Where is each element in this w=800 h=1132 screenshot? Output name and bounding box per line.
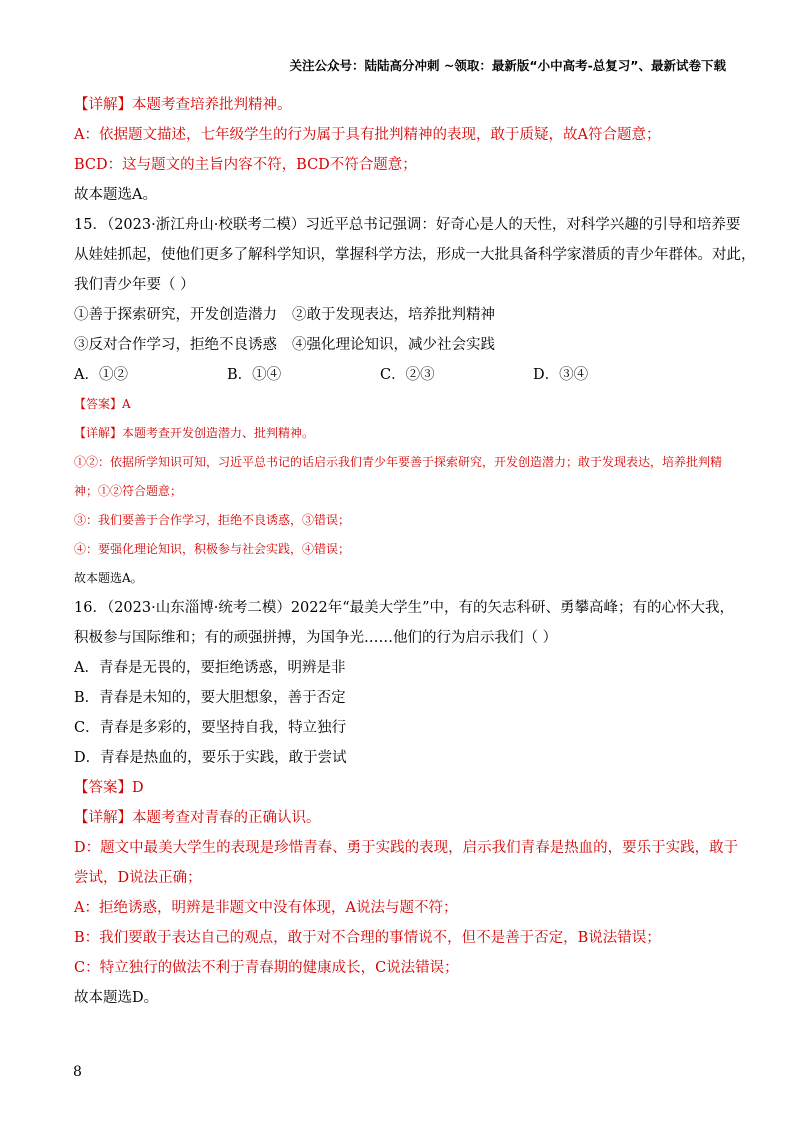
q16-answer: 【答案】D — [74, 780, 144, 796]
q15-stem-line-2: 从娃娃抓起，使他们更多了解科学知识，掌握科学方法，形成一大批具备科学家潜质的青少年群体。对此， — [74, 247, 756, 263]
q15-item-3: ③反对合作学习，拒绝不良诱惑 — [74, 337, 277, 353]
q15-stem-line-1: 15．（2023·浙江舟山·校联考二模）习近平总书记强调：好奇心是人的天性，对科学兴趣的引导和培养要 — [74, 217, 741, 233]
q15-option-a: A．①② — [74, 367, 128, 383]
q16-explain-d-a: D：题文中最美大学生的表现是珍惜青春、勇于实践的表现，启示我们青春是热血的，要乐于实践，敢于 — [74, 840, 739, 856]
q16-stem-line-1: 16．（2023·山东淄博·统考二模）2022年“最美大学生”中，有的矢志科研、勇攀高峰；有的心怀大我， — [74, 600, 735, 616]
q15-explain-3: ③：我们要善于合作学习，拒绝不良诱惑，③错误； — [74, 513, 351, 527]
q15-explain-12-b: 神；①②符合题意； — [74, 484, 183, 498]
q15-answer: 【答案】A — [74, 397, 131, 411]
q15-options — [74, 360, 734, 390]
q16-explain-c: C：特立独行的做法不利于青春期的健康成长，C说法错误； — [74, 960, 459, 976]
q15-item-1: ①善于探索研究，开发创造潜力 — [74, 307, 277, 323]
q16-option-d: D．青春是热血的，要乐于实践，敢于尝试 — [74, 750, 347, 766]
q15-item-2: ②敢于发现表达，培养批判精神 — [292, 307, 495, 323]
q15-items-row-2 — [74, 330, 734, 360]
q16-option-c: C．青春是多彩的，要坚持自我，特立独行 — [74, 720, 347, 736]
q15-conclusion: 故本题选A。 — [74, 571, 143, 585]
page-header: 关注公众号：陆陆高分冲刺 ~领取：最新版“小中高考-总复习”、最新试卷下载 — [289, 58, 726, 73]
q16-explain-a: A：拒绝诱惑，明辨是非题文中没有体现，A说法与题不符； — [74, 900, 458, 916]
q15-item-4: ④强化理论知识，减少社会实践 — [292, 337, 495, 353]
q15-option-d: D．③④ — [533, 367, 589, 383]
q15-option-b: B．①④ — [227, 367, 282, 383]
q14-detail: 【详解】本题考查培养批判精神。 — [74, 97, 292, 113]
q14-explain-bcd: BCD：这与题文的主旨内容不符，BCD不符合题意； — [74, 157, 417, 173]
q16-conclusion: 故本题选D。 — [74, 990, 159, 1006]
q16-stem-line-2: 积极参与国际维和；有的顽强拼搏，为国争光……他们的行为启示我们（ ） — [74, 630, 558, 646]
page-number: 8 — [73, 1064, 82, 1080]
q16-option-b: B．青春是未知的，要大胆想象，善于否定 — [74, 690, 346, 706]
q15-detail: 【详解】本题考查开发创造潜力、批判精神。 — [74, 426, 315, 440]
q16-explain-b: B：我们要敢于表达自己的观点，敢于对不合理的事情说不，但不是善于否定，B说法错误； — [74, 930, 661, 946]
q15-option-c: C．②③ — [380, 367, 435, 383]
q14-conclusion: 故本题选A。 — [74, 187, 157, 203]
q15-stem-line-3: 我们青少年要（ ） — [74, 277, 195, 293]
q15-items-row-1 — [74, 300, 734, 330]
q15-explain-12-a: ①②：依据所学知识可知，习近平总书记的话启示我们青少年要善于探索研究，开发创造潜力；敢于发现表达，培养批判精 — [74, 455, 723, 469]
q16-detail: 【详解】本题考查对青春的正确认识。 — [74, 810, 321, 826]
page-content — [74, 90, 756, 1013]
q16-explain-d-b: 尝试，D说法正确； — [74, 870, 202, 886]
q14-explain-a: A：依据题文描述，七年级学生的行为属于具有批判精神的表现，敢于质疑，故A符合题意； — [74, 127, 661, 143]
q15-explain-4: ④：要强化理论知识，积极参与社会实践，④错误； — [74, 542, 351, 556]
q16-option-a: A．青春是无畏的，要拒绝诱惑，明辨是非 — [74, 660, 346, 676]
